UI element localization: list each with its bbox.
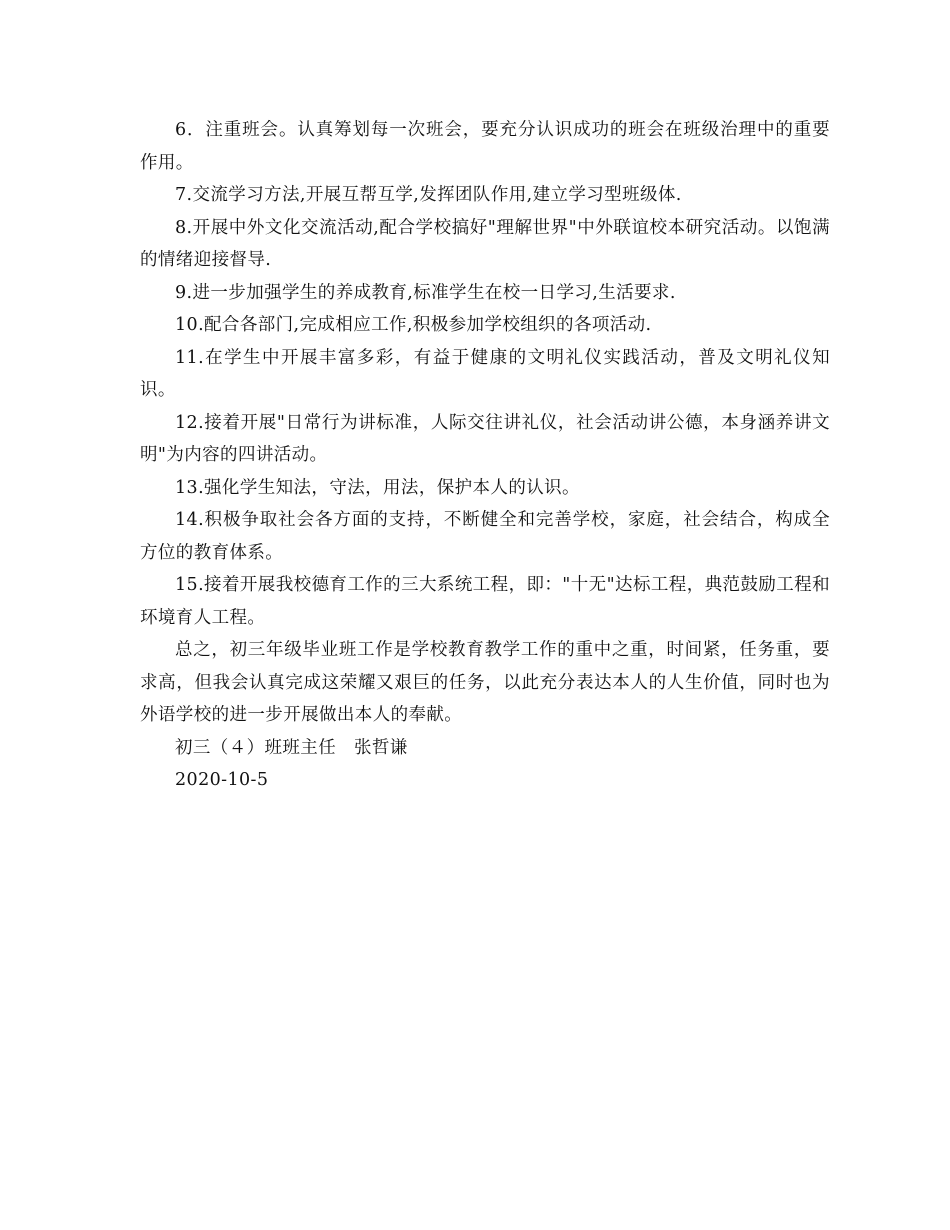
paragraph-item-11: 11.在学生中开展丰富多彩，有益于健康的文明礼仪实践活动，普及文明礼仪知识。 xyxy=(140,347,830,400)
paragraph-item-13: 13.强化学生知法，守法，用法，保护本人的认识。 xyxy=(175,477,580,498)
paragraph-item-14: 14.积极争取社会各方面的支持，不断健全和完善学校，家庭，社会结合，构成全方位的教育体系。 xyxy=(140,510,830,563)
signature-line: 初三（４）班班主任 张哲谦 xyxy=(175,737,408,758)
paragraph-item-6: 6．注重班会。认真筹划每一次班会，要充分认识成功的班会在班级治理中的重要作用。 xyxy=(140,120,830,173)
document-body xyxy=(140,114,830,797)
date-line: 2020-10-5 xyxy=(175,770,269,790)
paragraph-item-8: 8.开展中外文化交流活动,配合学校搞好"理解世界"中外联谊校本研究活动。以饱满的情绪迎接督导. xyxy=(140,217,830,270)
paragraph-item-9: 9.进一步加强学生的养成教育,标准学生在校一日学习,生活要求. xyxy=(175,282,676,303)
paragraph-item-10: 10.配合各部门,完成相应工作,积极参加学校组织的各项活动. xyxy=(175,315,652,335)
paragraph-item-12: 12.接着开展"日常行为讲标准，人际交往讲礼仪，社会活动讲公德，本身涵养讲文明"为内容的四讲活动。 xyxy=(140,412,830,465)
paragraph-item-7: 7.交流学习方法,开展互帮互学,发挥团队作用,建立学习型班级体. xyxy=(175,185,682,205)
summary-paragraph: 总之，初三年级毕业班工作是学校教育教学工作的重中之重，时间紧，任务重，要求高，但我会认真完成这荣耀又艰巨的任务，以此充分表达本人的人生价值，同时也为外语学校的进一步开展做出本人的奉献。 xyxy=(140,640,830,725)
paragraph-item-15: 15.接着开展我校德育工作的三大系统工程，即："十无"达标工程，典范鼓励工程和环境育人工程。 xyxy=(140,575,830,628)
